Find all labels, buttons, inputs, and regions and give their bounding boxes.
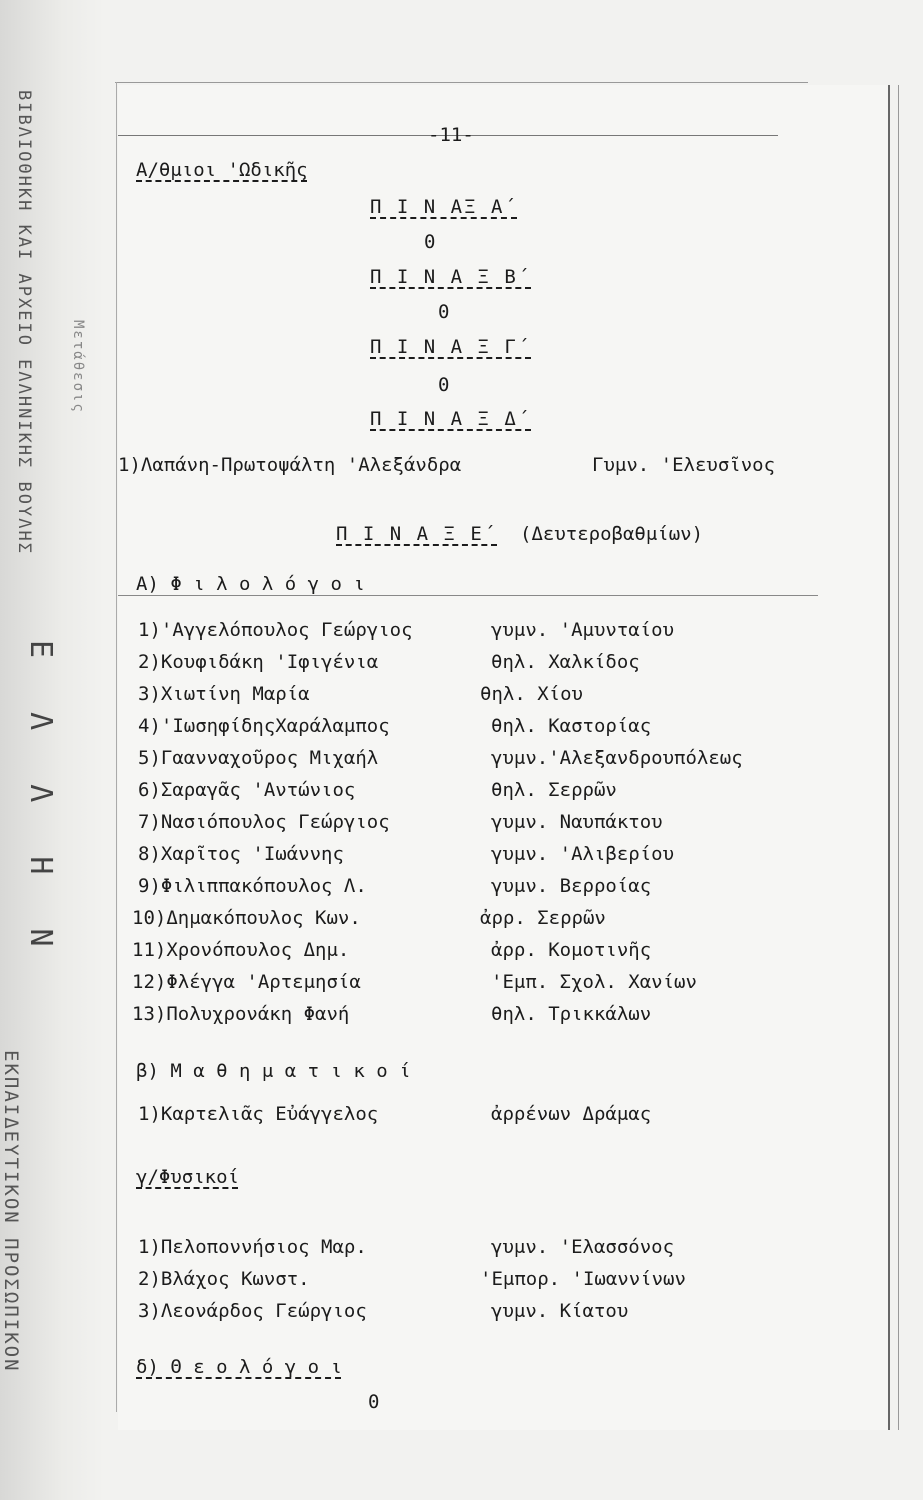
pinax-a-value: 0 (424, 231, 436, 253)
list-item-name: 8)Χαρῖτος 'Ιωάννης (138, 843, 344, 865)
list-item-name: 13)Πολυχρονάκη Φανή (132, 1003, 350, 1025)
theologoi-value: 0 (368, 1391, 380, 1413)
list-item-school: θηλ. Τρικκάλων (491, 1003, 652, 1025)
list-item-name: 4)'ΙωσηφίδηςΧαράλαμπος (138, 715, 390, 737)
list-item-school: θηλ. Σερρῶν (491, 779, 617, 801)
list-item-name: 5)Γαανναχοῦρος Μιχαήλ (138, 747, 379, 769)
philologoi-heading: Α) Φ ι λ ο λ ό γ ο ι (136, 573, 365, 595)
list-item-name: 3)Χιωτίνη Μαρία (138, 683, 310, 705)
list-item-name: 11)Χρονόπουλος Δημ. (132, 939, 350, 961)
list-item-name: 6)Σαραγᾶς 'Αντώνιος (138, 779, 356, 801)
list-item-name: 7)Νασιόπουλος Γεώργιος (138, 811, 390, 833)
list-item-school: 'Εμπορ. 'Ιωαννίνων (480, 1268, 686, 1290)
binding-stamp-faint: Μετάθεσις (70, 320, 86, 414)
list-item-name: 3)Λεονάρδος Γεώργιος (138, 1300, 367, 1322)
frame-left-line (116, 82, 117, 1412)
list-item-name: 1)Καρτελιᾶς Εὐάγγελος (138, 1103, 379, 1125)
fysikoi-heading: γ/Φυσικοί (136, 1166, 239, 1188)
frame-top-line (115, 82, 808, 83)
page-number: -11- (428, 124, 474, 146)
list-item-school: ἀρρ. Κομοτινῆς (491, 939, 652, 961)
pinax-d-title: Π Ι Ν Α Ξ Δ΄ (370, 408, 532, 430)
list-item-name: 2)Βλάχος Κωνστ. (138, 1268, 310, 1290)
section-title: Α/θμιοι 'Ωδικῆς (136, 159, 308, 181)
philologoi-rule (118, 595, 818, 596)
list-item-school: θηλ. Χίου (480, 683, 583, 705)
pinax-a-title: Π Ι Ν ΑΞ Α΄ (370, 196, 518, 218)
theologoi-heading: δ) Θ ε ο λ ό γ ο ι (136, 1356, 342, 1378)
list-item-school: γυμν. Βερροίας (491, 875, 652, 897)
document-page (118, 85, 888, 1430)
binding-stamp-top: ΒΙΒΛΙΟΘΗΚΗ ΚΑΙ ΑΡΧΕΙΟ ΕΛΛΗΝΙΚΗΣ ΒΟΥΛΗΣ (14, 90, 34, 555)
mathimatikoi-heading: β) Μ α θ η μ α τ ι κ ο ί (136, 1060, 411, 1082)
frame-right-line (888, 85, 890, 1430)
list-item-school: γυμν. Κίατου (491, 1300, 629, 1322)
pinax-d-entry-name: 1)Λαπάνη-Πρωτοψάλτη 'Αλεξάνδρα (118, 454, 462, 476)
list-item-name: 1)'Αγγελόπουλος Γεώργιος (138, 619, 413, 641)
list-item-school: γυμν. 'Αμυνταίου (491, 619, 675, 641)
pinax-b-title: Π Ι Ν Α Ξ Β΄ (370, 266, 532, 288)
list-item-school: ἀρρ. Σερρῶν (480, 907, 606, 929)
pinax-g-value: 0 (438, 374, 450, 396)
list-item-school: γυμν. Ναυπάκτου (491, 811, 663, 833)
pinax-e-subtitle: (Δευτεροβαθμίων) (520, 523, 704, 545)
pinax-d-entry-school: Γυμν. 'Ελευσῖνος (592, 454, 776, 476)
list-item-name: 12)Φλέγγα 'Αρτεμησία (132, 971, 361, 993)
list-item-school: θηλ. Χαλκίδος (491, 651, 640, 673)
list-item-name: 2)Κουφιδάκη 'Ιφιγένια (138, 651, 379, 673)
list-item-name: 1)Πελοποννήσιος Μαρ. (138, 1236, 367, 1258)
pinax-g-title: Π Ι Ν Α Ξ Γ΄ (370, 336, 532, 358)
list-item-school: γυμν. 'Αλιβερίου (491, 843, 675, 865)
list-item-school: ἀρρένων Δράμας (491, 1103, 652, 1125)
binding-stamp-bottom: ΕΚΠΑΙΔΕΥΤΙΚΟΝ ΠΡΟΣΩΠΙΚΟΝ (0, 1050, 22, 1373)
list-item-name: 9)Φιλιππακόπουλος Λ. (138, 875, 367, 897)
frame-right-line-2 (898, 85, 899, 1430)
pinax-b-value: 0 (438, 301, 450, 323)
binding-stamp-large: Ε Λ Λ Η Ν (23, 640, 58, 965)
list-item-school: γυμν. 'Ελασσόνος (491, 1236, 675, 1258)
list-item-school: θηλ. Καστορίας (491, 715, 652, 737)
pinax-e-title: Π Ι Ν Α Ξ Ε΄ (336, 523, 498, 545)
list-item-name: 10)Δημακόπουλος Κων. (132, 907, 361, 929)
list-item-school: γυμν.'Αλεξανδρουπόλεως (491, 747, 743, 769)
list-item-school: 'Εμπ. Σχολ. Χανίων (491, 971, 697, 993)
